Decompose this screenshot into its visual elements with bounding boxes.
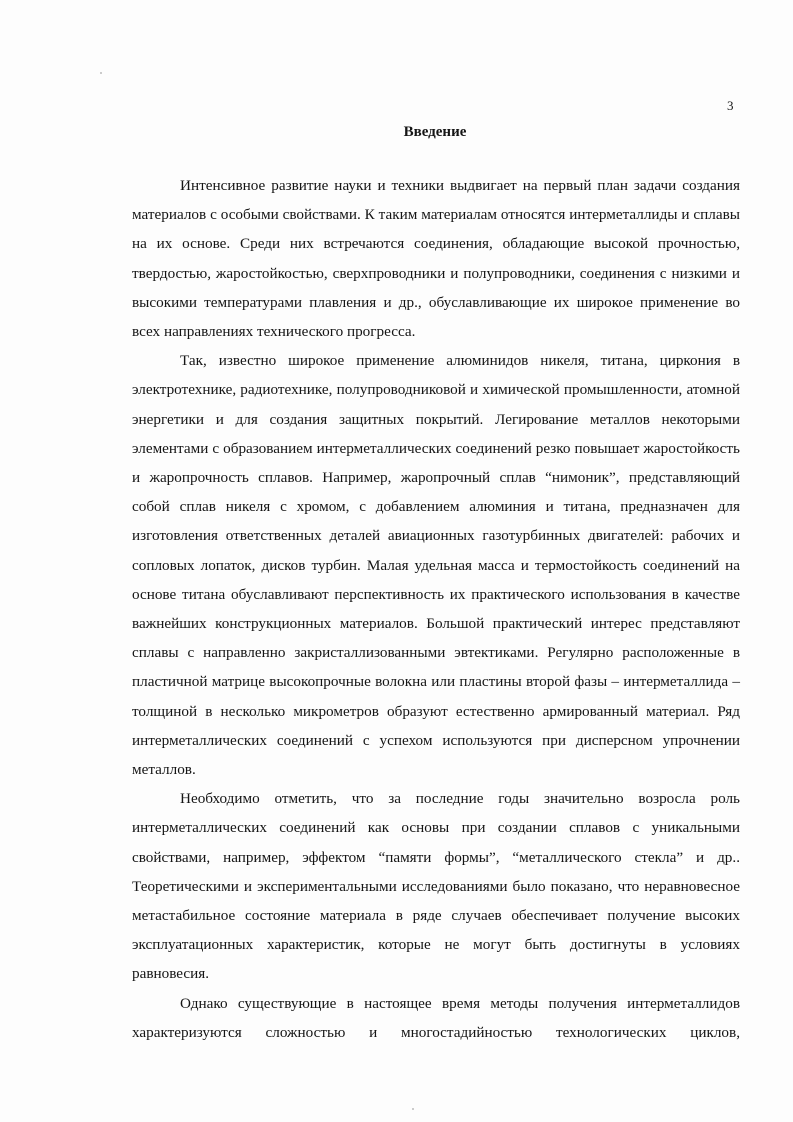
page-title: Введение xyxy=(403,124,467,140)
scan-speck xyxy=(100,72,102,74)
page-number: 3 xyxy=(727,98,734,113)
paragraph: Так, известно широкое применение алюминидов никеля, титана, циркония в электротехнике, радиотехнике, полупроводниковой и химической промышленности, атомной энергетики и для создания защитных покрытий. Легирование металлов некоторыми элементами с образованием интерметаллических соединений резко повышает жаростойкость и жаропрочность сплавов. Например, жаропрочный сплав “нимоник”, представляющий собой сплав никеля с хромом, с добавлением алюминия и титана, предназначен для изготовления ответственных деталей авиационных газотурбинных двигателей: рабочих и сопловых лопаток, дисков турбин. Малая удельная масса и термостойкость соединений на основе титана обуславливают перспективность их практического использования в качестве важнейших конструкционных материалов. Большой практический интерес представляют сплавы с направленно закристаллизованными эвтектиками. Регулярно расположенные в пластичной матрице высокопрочные волокна или пластины второй фазы – интерметаллида – толщиной в несколько микрометров образуют естественно армированный материал. Ряд интерметаллических соединений с успехом используются при дисперсном упрочнении металлов. xyxy=(132,352,740,779)
paragraph: Необходимо отметить, что за последние годы значительно возросла роль интерметаллических соединений как основы при создании сплавов с уникальными свойствами, например, эффектом “памяти формы”, “металлического стекла” и др.. Теоретическими и экспериментальными исследованиями было показано, что неравновесное метастабильное состояние материала в ряде случаев обеспечивает получение высоких эксплуатационных характеристик, которые не могут быть достигнуты в условиях равновесия. xyxy=(132,790,740,983)
body-text xyxy=(132,171,740,1047)
paragraph: Однако существующие в настоящее время методы получения интерметаллидов характеризуются сложностью и многостадийностью технологических циклов, xyxy=(132,994,740,1041)
paragraph: Интенсивное развитие науки и техники выдвигает на первый план задачи создания материалов с особыми свойствами. К таким материалам относятся интерметаллиды и сплавы на их основе. Среди них встречаются соединения, обладающие высокой прочностью, твердостью, жаростойкостью, сверхпроводники и полупроводники, соединения с низкими и высокими температурами плавления и др., обуславливающие их широкое применение во всех направлениях технического прогресса. xyxy=(132,177,740,341)
scan-speck xyxy=(412,1108,414,1110)
